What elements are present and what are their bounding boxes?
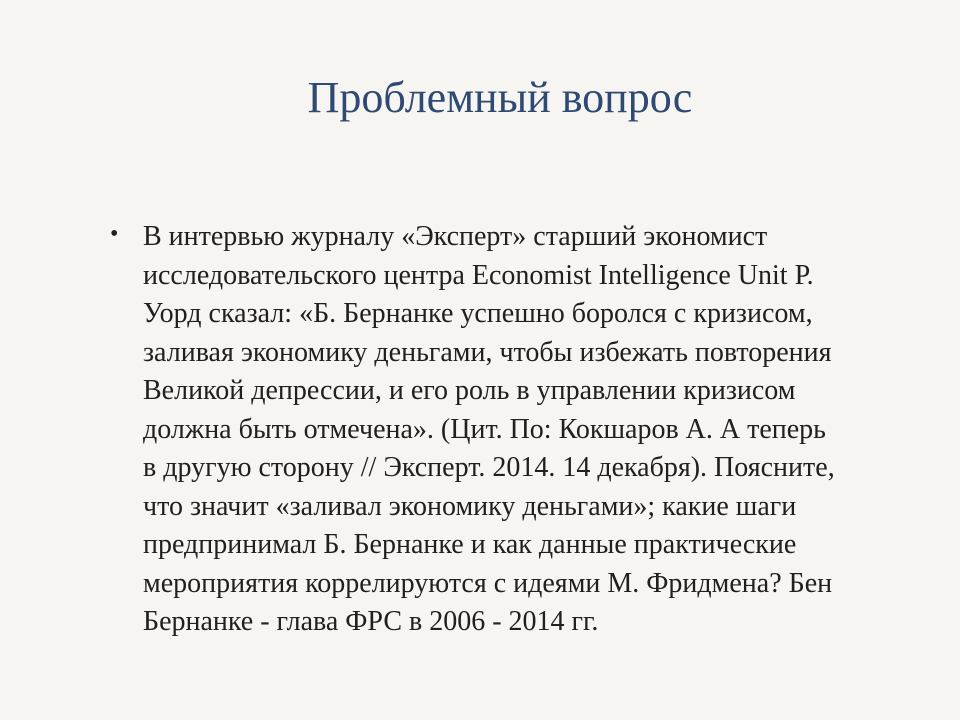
bullet-line: заливая экономику деньгами, чтобы избежать повторения — [143, 336, 832, 368]
bullet-marker: • — [110, 221, 119, 247]
bullet-text — [143, 218, 940, 642]
bullet-line: что значит «заливал экономику деньгами»; какие шаги — [143, 490, 797, 522]
bullet-line: в другую сторону // Эксперт. 2014. 14 декабря). Поясните, — [143, 452, 835, 483]
bullet-line: должна быть отмечена». (Цит. По: Кокшаров А. А теперь — [143, 413, 826, 445]
bullet-line: предпринимал Б. Бернанке и как данные практические — [143, 529, 797, 560]
slide-title: Проблемный вопрос — [307, 73, 693, 122]
bullet-line: исследовательского центра Economist Intelligence Unit Р. — [143, 259, 814, 291]
bullet-line: Бернанке - глава ФРС в 2006 - 2014 гг. — [143, 606, 599, 637]
bullet-item — [110, 218, 940, 642]
bullet-line: В интервью журналу «Эксперт» старший экономист — [143, 221, 768, 252]
bullet-line: Уорд сказал: «Б. Бернанке успешно боролся с кризисом, — [143, 298, 813, 329]
bullet-line: Великой депрессии, и его роль в управлении кризисом — [143, 375, 796, 406]
bullet-line: мероприятия коррелируются с идеями М. Фридмена? Бен — [143, 567, 833, 599]
bullet-list — [110, 218, 940, 642]
